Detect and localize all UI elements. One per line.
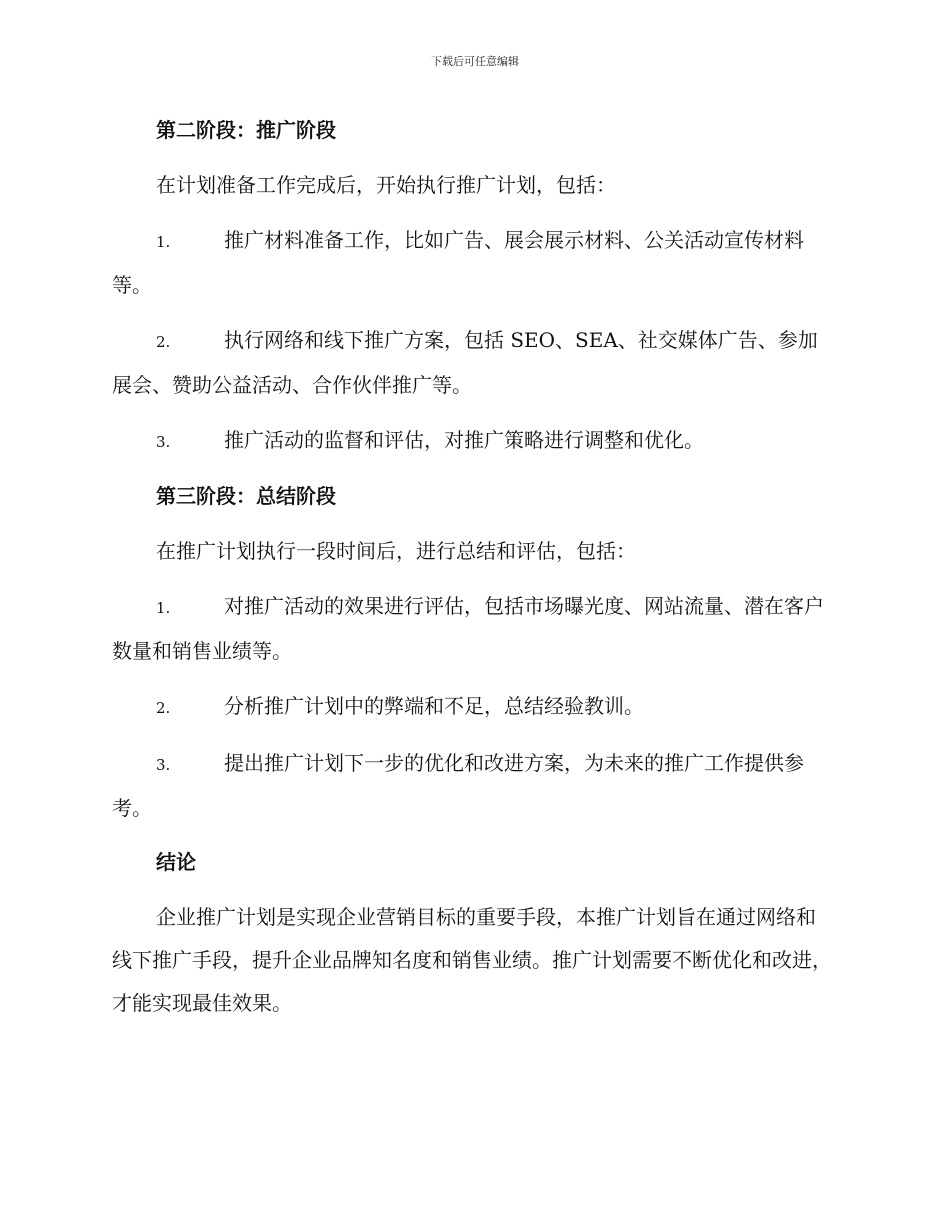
- list-number: 3.: [156, 433, 171, 451]
- conclusion-heading: 结论: [156, 850, 196, 874]
- list-text: 分析推广计划中的弊端和不足，总结经验教训。: [224, 694, 644, 718]
- list-item: [112, 219, 834, 307]
- list-number: 3.: [156, 756, 171, 774]
- section-stage-two: [112, 110, 834, 464]
- section-intro: 在计划准备工作完成后，开始执行推广计划，包括：: [156, 173, 616, 197]
- document-body: [112, 110, 834, 1037]
- list-item: [112, 685, 834, 730]
- list-number: 1.: [156, 233, 171, 251]
- list-text: 推广材料准备工作，比如广告、展会展示材料、公关活动宣传材料等。: [112, 228, 804, 297]
- list-item: [112, 319, 834, 407]
- list-text: 推广活动的监督和评估，对推广策略进行调整和优化。: [224, 428, 704, 452]
- list-text: 执行网络和线下推广方案，包括 SEO、SEA、社交媒体广告、参加展会、赞助公益活动、合作伙伴推广等。: [112, 328, 818, 397]
- section-conclusion: [112, 842, 834, 1025]
- conclusion-text: 企业推广计划是实现企业营销目标的重要手段，本推广计划旨在通过网络和线下推广手段，提升企业品牌知名度和销售业绩。推广计划需要不断优化和改进，才能实现最佳效果。: [112, 905, 832, 1015]
- page-header: 下载后可任意编辑: [431, 55, 519, 68]
- section-heading: 第二阶段：推广阶段: [156, 118, 336, 142]
- list-item: [112, 585, 834, 673]
- section-stage-three: [112, 476, 834, 830]
- list-text: 对推广活动的效果进行评估，包括市场曝光度、网站流量、潜在客户数量和销售业绩等。: [112, 594, 824, 663]
- list-item: [112, 742, 834, 830]
- list-number: 1.: [156, 599, 171, 617]
- list-item: [112, 419, 834, 464]
- section-intro: 在推广计划执行一段时间后，进行总结和评估，包括：: [156, 539, 636, 563]
- list-number: 2.: [156, 699, 171, 717]
- list-text: 提出推广计划下一步的优化和改进方案，为未来的推广工作提供参考。: [112, 751, 804, 820]
- section-heading: 第三阶段：总结阶段: [156, 484, 336, 508]
- list-number: 2.: [156, 333, 171, 351]
